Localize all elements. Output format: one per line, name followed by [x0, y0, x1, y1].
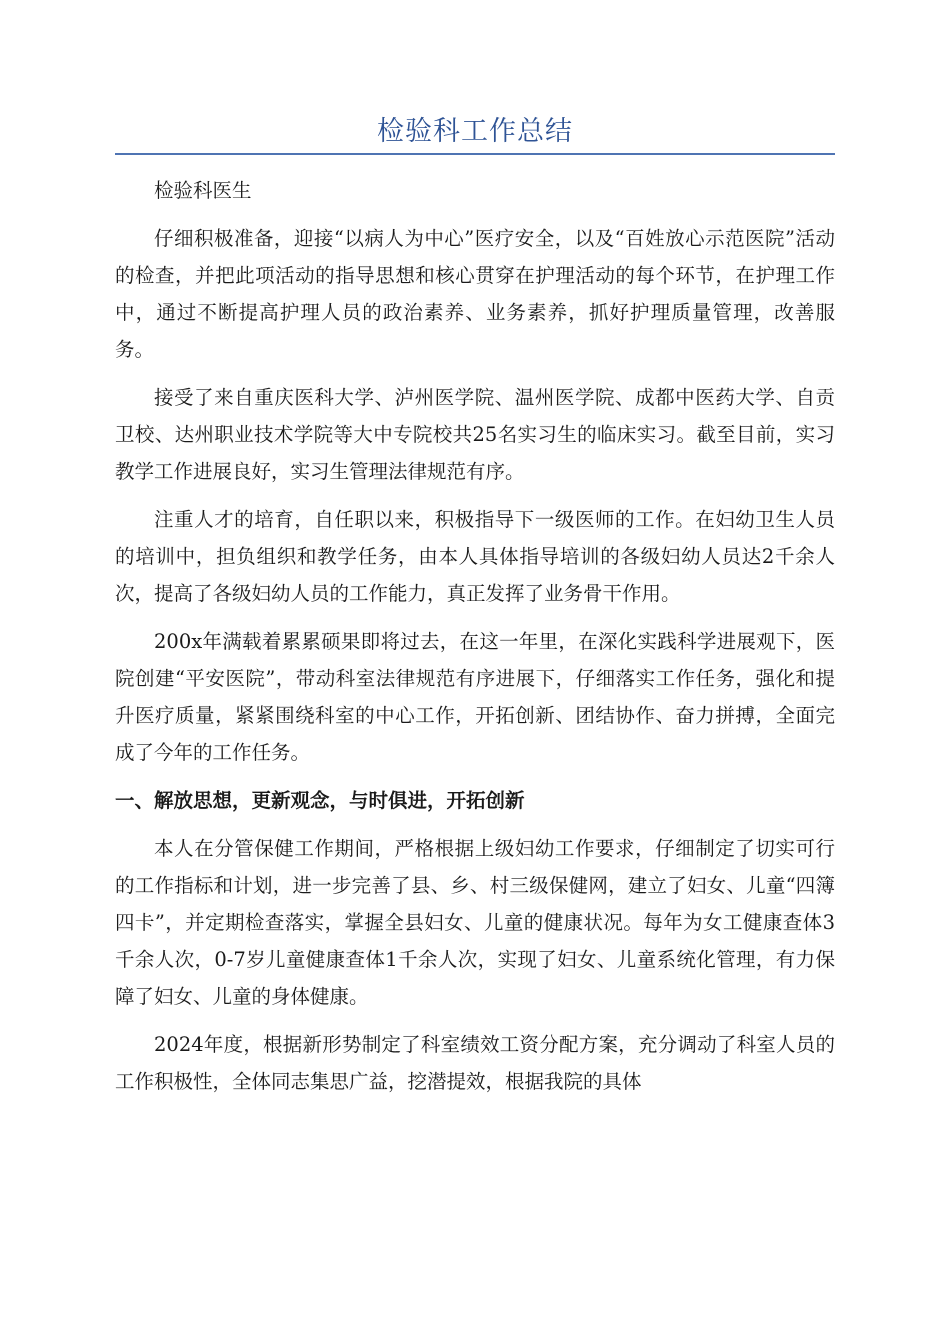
paragraph: 200x年满载着累累硕果即将过去，在这一年里，在深化实践科学进展观下，医院创建“平安医院”，带动科室法律规范有序进展下，仔细落实工作任务，强化和提升医疗质量，紧紧围绕科室的中心工作，开拓创新、团结协作、奋力拼搏，全面完成了今年的工作任务。	[115, 630, 835, 764]
paragraph: 仔细积极准备，迎接“以病人为中心”医疗安全，以及“百姓放心示范医院”活动的检查，并把此项活动的指导思想和核心贯穿在护理活动的每个环节，在护理工作中，通过不断提高护理人员的政治素养、业务素养，抓好护理质量管理，改善服务。	[115, 227, 835, 361]
title-underline	[115, 153, 835, 155]
author-line: 检验科医生	[154, 179, 252, 202]
paragraph: 接受了来自重庆医科大学、泸州医学院、温州医学院、成都中医药大学、自贡卫校、达州职业技术学院等大中专院校共25名实习生的临床实习。截至目前，实习教学工作进展良好，实习生管理法律规范有序。	[115, 386, 835, 483]
section-heading: 一、解放思想，更新观念，与时俱进，开拓创新	[115, 789, 525, 812]
paragraph: 本人在分管保健工作期间，严格根据上级妇幼工作要求，仔细制定了切实可行的工作指标和计划，进一步完善了县、乡、村三级保健网，建立了妇女、儿童“四簿四卡”，并定期检查落实，掌握全县妇女、儿童的健康状况。每年为女工健康查体3千余人次，0-7岁儿童健康查体1千余人次，实现了妇女、儿童系统化管理，有力保障了妇女、儿童的身体健康。	[115, 837, 835, 1008]
document-title: 检验科工作总结	[377, 116, 573, 147]
paragraph: 2024年度，根据新形势制定了科室绩效工资分配方案，充分调动了科室人员的工作积极性，全体同志集思广益，挖潜提效，根据我院的具体	[115, 1033, 835, 1093]
paragraph: 注重人才的培育，自任职以来，积极指导下一级医师的工作。在妇幼卫生人员的培训中，担负组织和教学任务，由本人具体指导培训的各级妇幼人员达2千余人次，提高了各级妇幼人员的工作能力，真正发挥了业务骨干作用。	[115, 508, 835, 605]
document-body	[115, 172, 835, 1111]
